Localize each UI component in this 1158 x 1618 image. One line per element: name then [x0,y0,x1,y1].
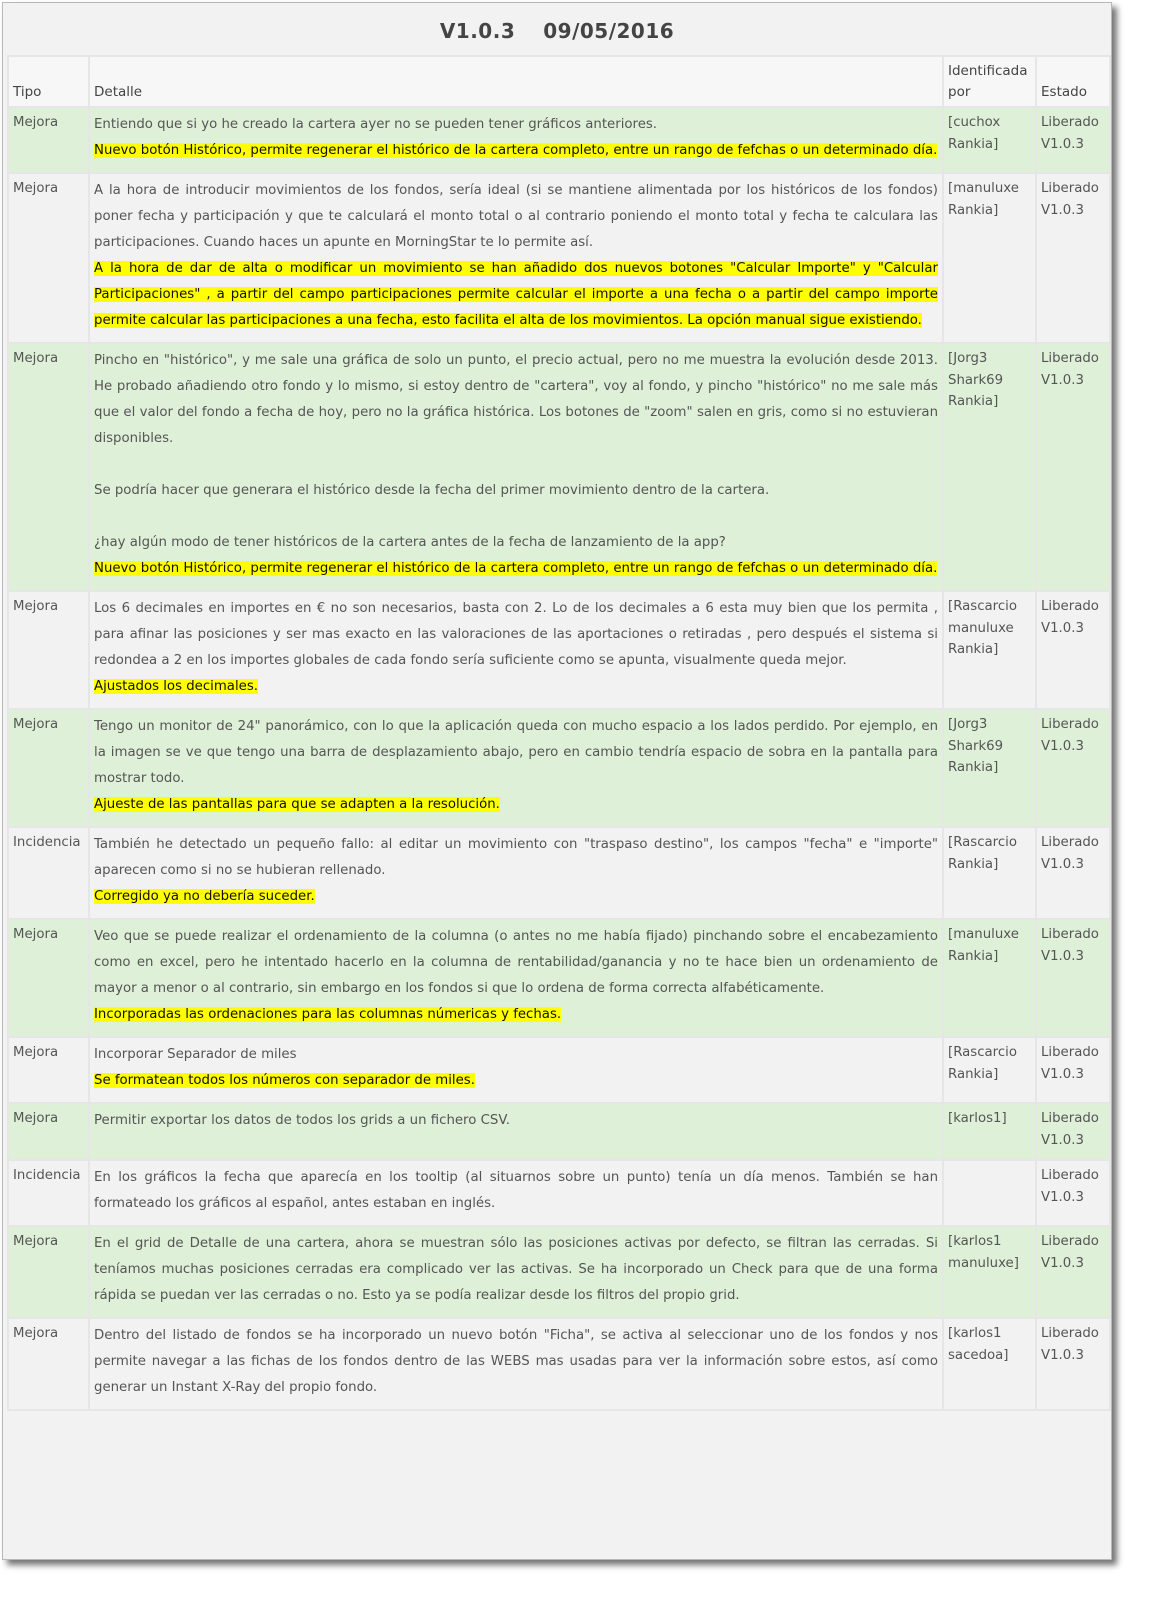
cell-detalle [89,827,943,919]
cell-identificada [943,827,1036,919]
status-text: Liberado [1041,1234,1099,1250]
cell-estado [1036,919,1110,1037]
detail-text: Se podría hacer que generara el histórico desde la fecha del primer movimiento dentro de la cartera. [94,483,770,498]
highlighted-resolution-text: Ajustados los decimales. [94,679,258,694]
status-text: V1.0.3 [1041,1189,1084,1205]
cell-tipo: Mejora [8,709,89,827]
highlighted-resolution-text: A la hora de dar de alta o modificar un movimiento se han añadido dos nuevos botones "Calcular Importe" y "Calcular Participaciones" , a partir del campo participaciones permite calcular el importe a una fecha o a partir del campo importe permite calcular las participaciones a una fecha, esto facilita el alta de los movimientos. La opción manual sigue existiendo. [94,261,938,328]
detail-text: Permitir exportar los datos de todos los grids a un fichero CSV. [94,1113,510,1128]
detail-text: Tengo un monitor de 24" panorámico, con lo que la aplicación queda con mucho espacio a los lados perdido. Por ejemplo, en la imagen se ve que tengo una barra de desplazamiento abajo, pero en cambio tendría espacio de sobra en la pantalla para mostrar todo. [94,719,938,786]
reporter-name: Rankia] [948,394,999,410]
reporter-name: Rankia] [948,642,999,658]
highlighted-resolution-text: Corregido ya no debería suceder. [94,889,315,904]
reporter-name: [karlos1 [948,1326,1002,1342]
reporter-name: [cuchox [948,115,1001,130]
table-row [8,1037,1110,1103]
status-text: Liberado [1041,599,1099,614]
column-header-detalle[interactable]: Detalle [89,56,943,107]
status-text: Liberado [1041,181,1099,196]
cell-identificada [943,591,1036,709]
status-text: Liberado [1041,1326,1099,1342]
changes-table [7,55,1111,1411]
status-text: V1.0.3 [1041,1132,1084,1148]
resolution-note [94,1002,938,1028]
table-row [8,1160,1110,1226]
page-title [3,3,1111,55]
cell-estado [1036,1037,1110,1103]
cell-identificada [943,343,1036,591]
table-row [8,709,1110,827]
reporter-name: [manuluxe [948,927,1019,942]
reporter-name: Rankia] [948,948,999,964]
column-header-estado[interactable]: Estado [1036,56,1110,107]
cell-detalle [89,919,943,1037]
highlighted-resolution-text: Nuevo botón Histórico, permite regenerar el histórico de la cartera completo, entre un rango de fefchas o un determinado día. [94,561,938,576]
resolution-note [94,674,938,700]
reporter-name: Rankia] [948,136,999,152]
detail-text: En los gráficos la fecha que aparecía en los tooltip (al situarnos sobre un punto) tenía un día menos. También se han formateado los gráficos al español, antes estaban en inglés. [94,1170,938,1212]
cell-tipo: Mejora [8,919,89,1037]
reporter-name: [karlos1] [948,1111,1007,1126]
detail-text: Incorporar Separador de miles [94,1047,297,1062]
cell-identificada [943,709,1036,827]
status-text: V1.0.3 [1041,202,1084,218]
paragraph-spacer [94,452,938,478]
reporter-name: Shark69 [948,372,1004,388]
reporter-name: Shark69 [948,738,1004,754]
resolution-note [94,138,938,164]
status-text: V1.0.3 [1041,136,1084,152]
cell-estado [1036,827,1110,919]
status-text: V1.0.3 [1041,372,1084,388]
reporter-name: sacedoa] [948,1347,1009,1363]
status-text: Liberado [1041,717,1099,732]
reporter-name: [Jorg3 [948,717,988,732]
reporter-name: Rankia] [948,202,999,218]
cell-detalle [89,1318,943,1410]
table-row [8,107,1110,173]
cell-estado [1036,343,1110,591]
detail-text: Entiendo que si yo he creado la cartera ayer no se pueden tener gráficos anteriores. [94,117,658,132]
cell-detalle [89,107,943,173]
cell-tipo: Mejora [8,1037,89,1103]
column-header-tipo[interactable]: Tipo [8,56,89,107]
status-text: Liberado [1041,1111,1099,1126]
reporter-name: [karlos1 [948,1234,1002,1250]
detail-text: A la hora de introducir movimientos de los fondos, sería ideal (si se mantiene alimentada por los históricos de los fondos) poner fecha y participación y que te calculará el monto total o al contrario poniendo el monto total y fecha te calculara las participaciones. Cuando haces un apunte en MorningStar te lo permite así. [94,183,938,250]
cell-detalle [89,1037,943,1103]
status-text: V1.0.3 [1041,738,1084,754]
cell-detalle [89,343,943,591]
status-text: Liberado [1041,1045,1099,1060]
status-text: V1.0.3 [1041,856,1084,872]
cell-detalle [89,1160,943,1226]
cell-estado [1036,709,1110,827]
detail-text: Veo que se puede realizar el ordenamiento de la columna (o antes no me había fijado) pinchando sobre el encabezamiento como en excel, pero he intentado hacerlo en la columna de rentabilidad/ganancia y no te hace bien un ordenamiento de mayor a menor o al contrario, sin embargo en los fondos si que lo ordena de forma correcta alfabéticamente. [94,929,938,996]
cell-identificada [943,107,1036,173]
cell-tipo: Incidencia [8,827,89,919]
highlighted-resolution-text: Nuevo botón Histórico, permite regenerar el histórico de la cartera completo, entre un rango de fefchas o un determinado día. [94,143,938,158]
cell-identificada [943,1103,1036,1160]
detail-text: En el grid de Detalle de una cartera, ahora se muestran sólo las posiciones activas por defecto, se filtran las cerradas. Si teníamos muchas posiciones cerradas era complicado ver las activas. Se ha incorporado un Check para que de una forma rápida se puedan ver las cerradas o no. Esto ya se podía realizar desde los filtros del propio grid. [94,1236,938,1304]
reporter-name: Rankia] [948,760,999,776]
release-date: 09/05/2016 [543,19,675,43]
cell-tipo: Mejora [8,107,89,173]
highlighted-resolution-text: Se formatean todos los números con separador de miles. [94,1073,475,1088]
table-row [8,591,1110,709]
table-row [8,173,1110,343]
detail-text: Pincho en "histórico", y me sale una gráfica de solo un punto, el precio actual, pero no me muestra la evolución desde 2013. He probado añadiendo otro fondo y lo mismo, si estoy dentro de "cartera", voy al fondo, y pincho "histórico" no me sale más que el valor del fondo a fecha de hoy, pero no la gráfica histórica. Los botones de "zoom" salen en gris, como si no estuvieran disponibles. [94,353,938,446]
release-notes-panel [2,2,1112,1560]
cell-identificada [943,1318,1036,1410]
cell-estado [1036,1318,1110,1410]
reporter-name: [Jorg3 [948,351,988,366]
cell-estado [1036,1226,1110,1318]
cell-tipo: Mejora [8,343,89,591]
status-text: V1.0.3 [1041,620,1084,636]
reporter-name: [manuluxe [948,181,1019,196]
status-text: V1.0.3 [1041,948,1084,964]
cell-estado [1036,1103,1110,1160]
cell-tipo: Incidencia [8,1160,89,1226]
cell-detalle [89,1103,943,1160]
status-text: Liberado [1041,835,1099,850]
detail-text: ¿hay algún modo de tener históricos de la cartera antes de la fecha de lanzamiento de la app? [94,535,726,550]
cell-detalle [89,173,943,343]
status-text: V1.0.3 [1041,1255,1084,1271]
table-row [8,919,1110,1037]
detail-text: Los 6 decimales en importes en € no son necesarios, basta con 2. Lo de los decimales a 6 esta muy bien que los permita , para afinar las posiciones y ser mas exacto en las valoraciones de las aportaciones o retiradas , pero después el sistema si redondea a 2 en los importes globales de cada fondo sería suficiente como se apunta, visualmente queda mejor. [94,601,938,668]
detail-text: También he detectado un pequeño fallo: al editar un movimiento con "traspaso destino", los campos "fecha" e "importe" aparecen como si no se hubieran rellenado. [94,837,938,878]
resolution-note [94,556,938,582]
table-row [8,827,1110,919]
version-label: V1.0.3 [439,19,516,43]
table-row [8,1103,1110,1160]
status-text: Liberado [1041,927,1099,942]
table-row [8,1318,1110,1410]
column-header-identificada[interactable]: Identificada por [943,56,1036,107]
cell-tipo: Mejora [8,1103,89,1160]
reporter-name: [Rascarcio [948,1045,1017,1060]
table-header-row [8,56,1110,107]
cell-identificada [943,1226,1036,1318]
highlighted-resolution-text: Ajueste de las pantallas para que se adapten a la resolución. [94,797,500,812]
cell-estado [1036,591,1110,709]
cell-tipo: Mejora [8,1318,89,1410]
cell-detalle [89,709,943,827]
cell-detalle [89,591,943,709]
reporter-name: [Rascarcio [948,599,1017,614]
cell-detalle [89,1226,943,1318]
cell-identificada [943,919,1036,1037]
cell-estado [1036,173,1110,343]
reporter-name: manuluxe] [948,1255,1019,1271]
cell-tipo: Mejora [8,591,89,709]
reporter-name: Rankia] [948,856,999,872]
paragraph-spacer [94,504,938,530]
detail-text: Dentro del listado de fondos se ha incorporado un nuevo botón "Ficha", se activa al seleccionar uno de los fondos y nos permite navegar a las fichas de los fondos dentro de las WEBS mas usadas para ver la información sobre estos, así como generar un Instant X-Ray del propio fondo. [94,1328,938,1396]
reporter-name: Rankia] [948,1066,999,1082]
highlighted-resolution-text: Incorporadas las ordenaciones para las columnas númericas y fechas. [94,1007,562,1022]
resolution-note [94,256,938,334]
cell-estado [1036,1160,1110,1226]
reporter-name: manuluxe [948,620,1014,636]
resolution-note [94,1068,938,1094]
status-text: Liberado [1041,1168,1099,1184]
reporter-name: [Rascarcio [948,835,1017,850]
cell-identificada [943,1160,1036,1226]
table-body [8,107,1110,1410]
cell-identificada [943,173,1036,343]
cell-identificada [943,1037,1036,1103]
table-row [8,1226,1110,1318]
status-text: Liberado [1041,351,1099,366]
cell-estado [1036,107,1110,173]
cell-tipo: Mejora [8,1226,89,1318]
status-text: Liberado [1041,115,1099,130]
resolution-note [94,884,938,910]
cell-tipo: Mejora [8,173,89,343]
table-row [8,343,1110,591]
status-text: V1.0.3 [1041,1347,1084,1363]
status-text: V1.0.3 [1041,1066,1084,1082]
resolution-note [94,792,938,818]
